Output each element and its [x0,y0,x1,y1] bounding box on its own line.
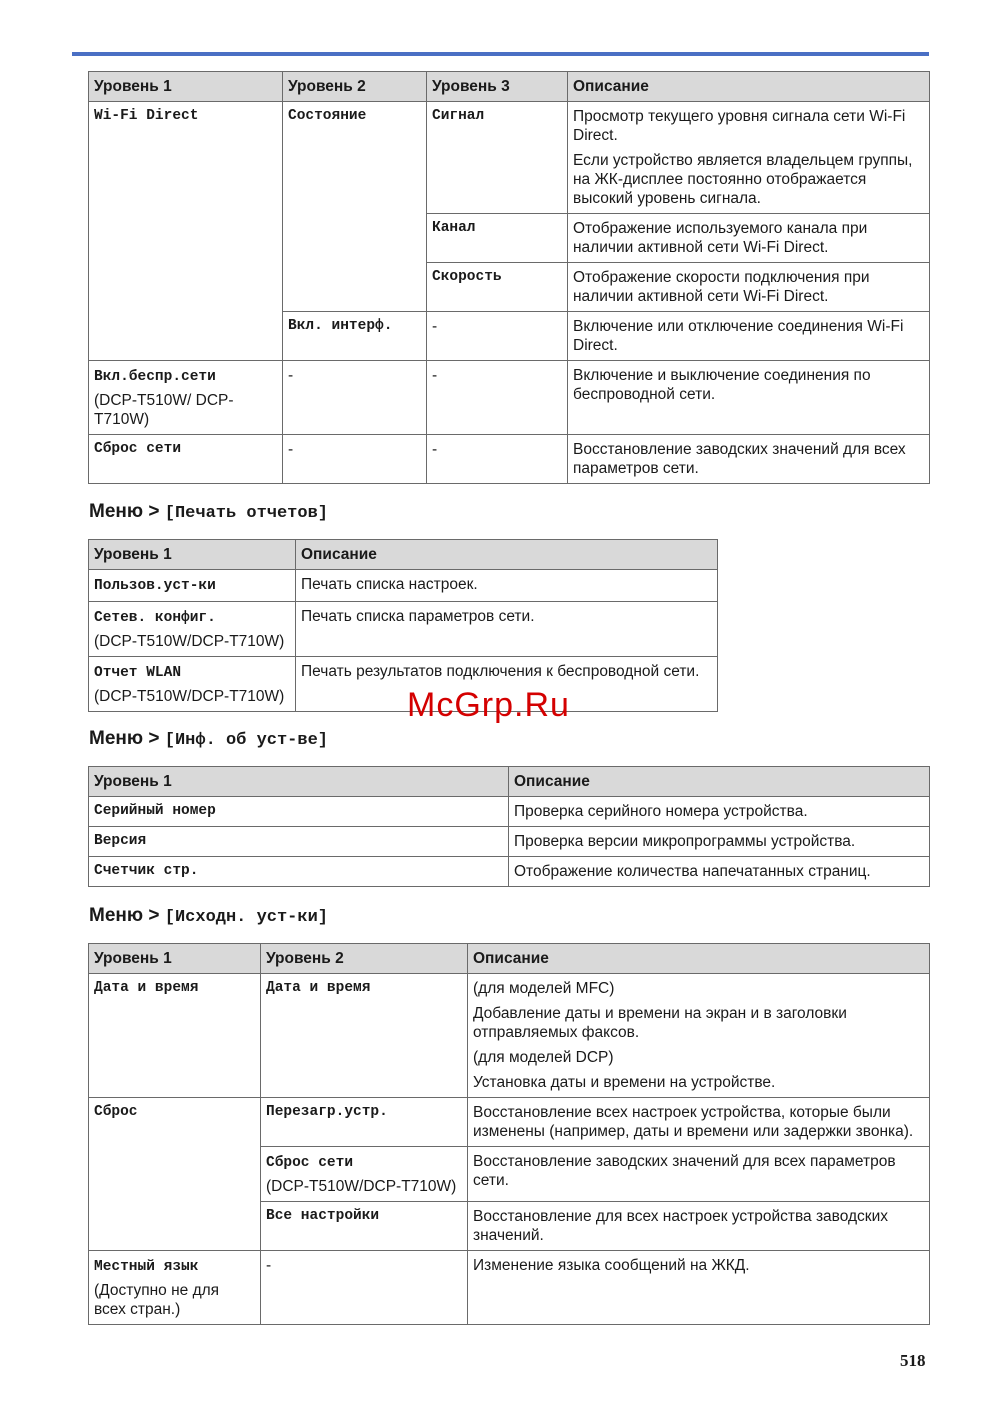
cell-dash: - [427,361,568,435]
cell-datetime-l1: Дата и время [89,974,261,1098]
signal-desc-2: Если устройство является владельцем группы, на ЖК-дисплее постоянно отображается высокий уровень сигнала. [573,152,913,207]
cell-dash: - [427,435,568,484]
cell-speed: Скорость [427,263,568,312]
cell-iface-dash: - [427,312,568,361]
cell-datetime-l2: Дата и время [261,974,468,1098]
model-note: (DCP-T510W/DCP-T710W) [94,688,285,705]
cell-lang-l1 [89,1251,261,1325]
cell-signal-desc [568,102,930,214]
lang-note: (Доступно не для всех стран.) [94,1282,220,1318]
table-row [89,361,930,435]
column-header: Описание [468,944,930,974]
cell-reboot-desc: Восстановление всех настроек устройства, которые были изменены (например, даты и времени или задержки звонка). [468,1098,930,1147]
cell-level1 [89,602,296,657]
column-header: Уровень 3 [427,72,568,102]
datetime-desc-1: (для моделей MFC) [473,980,615,997]
wireless-on-label: Вкл.беспр.сети [94,369,216,385]
table-row [89,827,930,857]
table-row [89,570,718,602]
cell-lang-desc: Изменение языка сообщений на ЖКД. [468,1251,930,1325]
table-header-row [89,540,718,570]
table-header-row [89,72,930,102]
column-header: Уровень 1 [89,540,296,570]
datetime-desc-4: Установка даты и времени на устройстве. [473,1074,776,1091]
cell-reset-l1: Сброс [89,1098,261,1251]
cell-wireless-on [89,361,283,435]
cell-wireless-desc: Включение и выключение соединения по беспроводной сети. [568,361,930,435]
cell-desc: Проверка серийного номера устройства. [509,797,930,827]
column-header: Уровень 2 [283,72,427,102]
cell-netreset-l2 [261,1147,468,1202]
cell-signal: Сигнал [427,102,568,214]
cell-speed-desc: Отображение скорости подключения при наличии активной сети Wi-Fi Direct. [568,263,930,312]
cell-net-reset-desc: Восстановление заводских значений для всех параметров сети. [568,435,930,484]
model-note: (DCP-T510W/DCP-T710W) [94,633,285,650]
cell-desc: Проверка версии микропрограммы устройства. [509,827,930,857]
level1-label: Отчет WLAN [94,665,182,681]
table-row [89,1251,930,1325]
menu-label: Меню > [89,905,160,926]
print-reports-table [88,539,718,712]
table-header-row [89,944,930,974]
cell-all-desc: Восстановление для всех настроек устройства заводских значений. [468,1202,930,1251]
section-heading-print-reports [89,501,328,523]
cell-net-reset: Сброс сети [89,435,283,484]
column-header: Уровень 1 [89,767,509,797]
wireless-models: (DCP-T510W/ DCP-T710W) [94,392,234,428]
cell-iface-desc: Включение или отключение соединения Wi-Fi Direct. [568,312,930,361]
cell-level1 [89,570,296,602]
signal-desc-1: Просмотр текущего уровня сигнала сети Wi-Fi Direct. [573,108,906,144]
cell-channel: Канал [427,214,568,263]
cell-reboot-l2: Перезагр.устр. [261,1098,468,1147]
table-row [89,435,930,484]
level1-label: Пользов.уст-ки [94,578,216,594]
column-header: Описание [509,767,930,797]
section-heading-initial-setup [89,905,328,927]
column-header: Уровень 1 [89,944,261,974]
cell-netreset-desc: Восстановление заводских значений для всех параметров сети. [468,1147,930,1202]
header-rule [72,52,929,56]
table-row [89,657,718,712]
lang-label: Местный язык [94,1259,199,1275]
cell-iface-on: Вкл. интерф. [283,312,427,361]
datetime-desc-2: Добавление даты и времени на экран и в заголовки отправляемых факсов. [473,1005,847,1041]
table-row [89,602,718,657]
menu-label: Меню > [89,728,160,749]
datetime-desc-3: (для моделей DCP) [473,1049,614,1066]
model-note: (DCP-T510W/DCP-T710W) [266,1178,457,1195]
cell-channel-desc: Отображение используемого канала при наличии активной сети Wi-Fi Direct. [568,214,930,263]
column-header: Описание [296,540,718,570]
table-row [89,857,930,887]
page-number: 518 [900,1351,926,1370]
menu-label: Меню > [89,501,160,522]
watermark: McGrp.Ru [407,686,570,724]
cell-level1: Счетчик стр. [89,857,509,887]
table-row [89,974,930,1098]
cell-all-l2: Все настройки [261,1202,468,1251]
cell-desc: Отображение количества напечатанных страниц. [509,857,930,887]
section-heading-device-info [89,728,328,750]
cell-level1: Версия [89,827,509,857]
cell-desc: Печать списка параметров сети. [296,602,718,657]
initial-setup-table [88,943,930,1325]
cell-dash: - [283,435,427,484]
cell-status: Состояние [283,102,427,312]
cell-desc: Печать списка настроек. [296,570,718,602]
table-row [89,797,930,827]
column-header: Уровень 1 [89,72,283,102]
cell-level1 [89,657,296,712]
level1-label: Сетев. конфиг. [94,610,216,626]
cell-wifi-direct: Wi-Fi Direct [89,102,283,361]
cell-level1: Серийный номер [89,797,509,827]
netreset-label: Сброс сети [266,1155,354,1171]
cell-dash: - [283,361,427,435]
table-row [89,1098,930,1147]
device-info-table [88,766,930,887]
menu-code: [Исходн. уст-ки] [164,908,328,927]
cell-dash: - [261,1251,468,1325]
cell-desc: Печать результатов подключения к беспроводной сети. [296,657,718,712]
menu-code: [Инф. об уст-ве] [164,731,328,750]
column-header: Уровень 2 [261,944,468,974]
table-row [89,102,930,214]
network-settings-table [88,71,930,484]
column-header: Описание [568,72,930,102]
cell-datetime-desc [468,974,930,1098]
menu-code: [Печать отчетов] [164,504,328,523]
table-header-row [89,767,930,797]
